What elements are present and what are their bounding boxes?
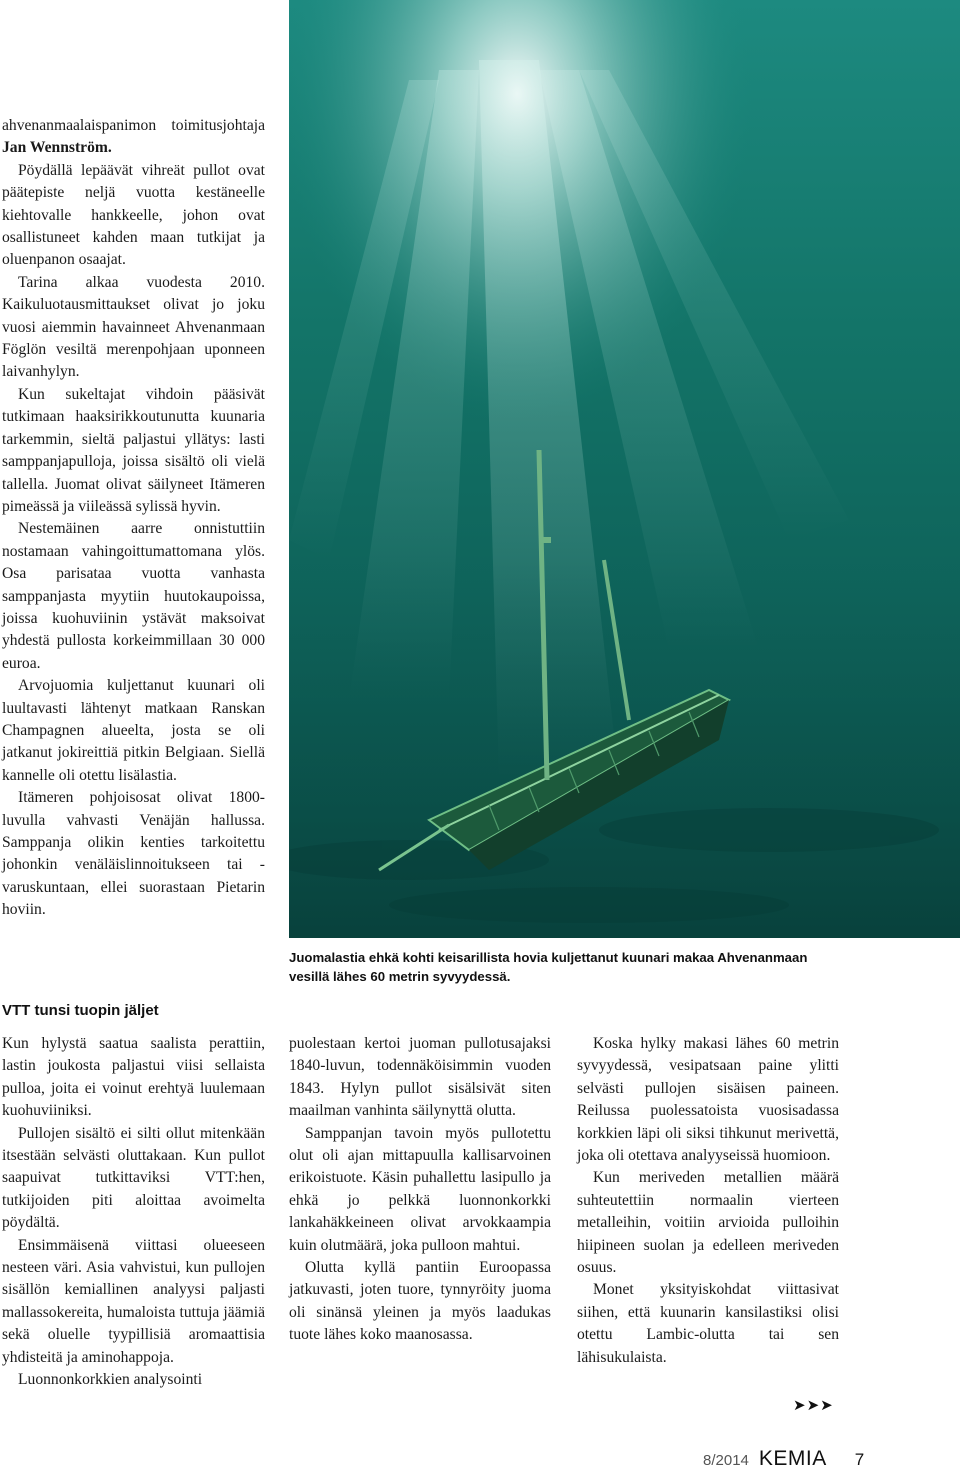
paragraph: Nestemäinen aarre onnistuttiin nostamaan vahingoittumattomana ylös. Osa parisataa vuotta vanhasta samppanjasta myytiin huutokaupoissa, joissa kuohuviinin ystävät maksoivat yhdestä pullosta korkeimmillaan 30 000 euroa. [2,520,265,672]
paragraph: Samppanjan tavoin myös pullotettu olut oli ajan mittapuulla kallisarvoinen erikoistuote. Käsin puhallettu lasipullo ja ehkä jo pelkkä luonnonkorkki lankahäkkeineen olivat arvokkaampia kuin olutmäärä, joka pulloon mahtui. [289,1124,551,1254]
article-column-left-top [2,115,265,922]
paragraph: Kun meriveden metallien määrä suhteutettiin normaalin vierteen metalleihin, voitiin arvioida pulloihin hiipineen suolan ja edelleen meriveden osuus. [577,1169,839,1277]
paragraph: Luonnonkorkkien analysointi [18,1371,203,1389]
paragraph-text: ahvenanmaalaispanimon toimitusjohtaja [2,117,265,134]
paragraph: Pullojen sisältö ei silti ollut mitenkään itsestään selvästi oluttakaan. Kun pullot saapuivat tutkittaviksi VTT:hen, tutkijoiden piti aloittaa avoimelta pöydältä. [2,1124,265,1232]
paragraph: Arvojuomia kuljettanut kuunari oli luultavasti lähtenyt matkaan Ranskan Champagnen alueelta, josta se oli jatkanut jokireittiä pitkin Belgiaan. Siellä kannelle oli otettu lisälastia. [2,677,265,784]
paragraph: puolestaan kertoi juoman pullotusajaksi 1840-luvun, todennäköisimmin vuoden 1843. Hylyn pullot sisälsivät siten maailman vanhinta säilynyttä olutta. [289,1035,551,1120]
person-name: Jan Wennström. [2,139,112,157]
section-subheading: VTT tunsi tuopin jäljet [2,1002,159,1019]
paragraph: Itämeren pohjoisosat olivat 1800-luvulla vahvasti Venäjän hallussa. Samppanja olikin kenties tarkoitettu johonkin venäläislinnoitukseen tai -varuskuntaan, ellei suorastaan Pietarin hoviin. [2,789,265,919]
paragraph [2,115,265,160]
magazine-name: KEMIA [758,1447,827,1470]
issue-number: 8/2014 [703,1452,749,1469]
paragraph: Monet yksityiskohdat viittasivat siihen, että kuunarin kansilastiksi olisi otettu Lambic-olutta tai sen lähisukulaista. [577,1281,839,1366]
paragraph: Koska hylky makasi lähes 60 metrin syvyydessä, vesipatsaan paine ylitti selvästi pullojen sisäisen paineen. Reilussa puolessatoista vuosisadassa korkkien läpi oli siksi tihkunut merivettä, joka oli otettava analyyseissä huomioon. [577,1035,839,1165]
article-column-middle [289,1033,551,1347]
photo-caption: Juomalastia ehkä kohti keisarillista hovia kuljettanut kuunari makaa Ahvenanmaan vesillä lähes 60 metrin syvyydessä. [289,950,808,984]
article-column-left-bottom [2,1033,265,1392]
page-number: 7 [854,1450,865,1469]
page-footer [703,1447,864,1471]
paragraph: Olutta kyllä pantiin Euroopassa jatkuvasti, joten tuore, tynnyröity juoma oli sinänsä yleinen ja myös laadukas tuote lähes koko maanosassa. [289,1259,551,1344]
shipwreck-photo [289,0,960,938]
paragraph: Kun sukeltajat vihdoin pääsivät tutkimaan haaksirikkoutunutta kuunaria tarkemmin, sieltä paljastui yllätys: lasti samppanjapulloja, joissa sisältö oli vielä tallella. Juomat olivat säilyneet Itämeren pimeässä ja viileässä sylissä hyvin. [2,385,265,515]
paragraph: Ensimmäisenä viittasi olueeseen nesteen väri. Asia vahvistui, kun pullojen sisällön kemiallinen analyysi paljasti mallassokereita, humaloista tuttuja jäämiä sekä oluelle tyypillisiä aromaattisia yhdisteitä ja aminohappoja. [2,1236,265,1366]
continue-arrows-icon: ➤➤➤ [793,1396,834,1414]
article-column-right [577,1033,839,1369]
paragraph: Pöydällä lepäävät vihreät pullot ovat päätepiste neljä vuotta kestäneelle kiehtovalle hankkeelle, johon ovat osallistuneet kahden maan tutkijat ja oluenpanon osaajat. [2,161,265,269]
paragraph: Kun hylystä saatua saalista perattiin, lastin joukosta paljastui viisi sellaista pulloa, joita ei voinut erehtyä luulemaan kuohuviiniksi. [2,1035,265,1120]
paragraph: Tarina alkaa vuodesta 2010. Kaikuluotausmittaukset olivat jo joku vuosi aiemmin havainneet Ahvenanmaan Föglön vesiltä merenpohjaan uponneen laivanhylyn. [2,273,265,381]
